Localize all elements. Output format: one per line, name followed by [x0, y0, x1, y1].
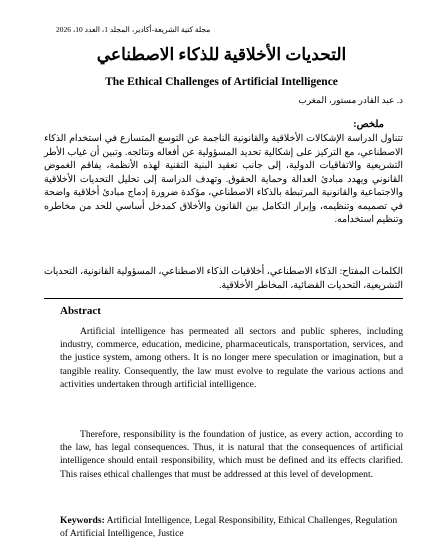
arabic-title: التحديات الأخلاقية للذكاء الاصطناعي [96, 45, 347, 64]
section-divider [44, 298, 403, 299]
author-line: د. عبد القادر مستور، المغرب [298, 95, 403, 105]
arabic-abstract-heading: ملخص: [353, 119, 384, 130]
journal-header: مجلة كتية الشريعة-أكادير، المجلد 1، العدد 10، 2026 [56, 25, 211, 34]
english-title: The Ethical Challenges of Artificial Intelligence [105, 76, 338, 88]
keywords-list: Artificial Intelligence, Legal Responsibility, Ethical Challenges, Regulation of Artificial Intelligence, Justice [60, 515, 398, 540]
english-keywords [60, 514, 403, 540]
arabic-abstract-body: تتناول الدراسة الإشكالات الأخلاقية والقانونية الناجمة عن التوسع المتسارع في استخدام الذكاء الاصطناعي، مع التركيز على إشكالية تحديد المسؤولية عن أفعاله ونتائجه. وتبين أن غياب الأطر التشريعية والاتفاقيات الدولية، إلى جانب تعقيد البنية التقنية لهذه الأنظمة، يفاقم الغموض القانوني ويهدد مبادئ العدالة وحماية الحقوق. وتهدف الدراسة إلى تحليل التحديات الأخلاقية والاجتماعية والقانونية المرتبطة بالذكاء الاصطناعي، مؤكدة ضرورة إدماج مبادئ أخلاقية واضحة في تصميمه وتنظيمه، وإبراز التكامل بين القانون والأخلاق كمدخل أساسي للحد من مخاطره وتنظيم استخدامه. [44, 134, 403, 225]
abstract-paragraph-2: Therefore, responsibility is the foundation of justice, as every action, according to the law, has legal consequences. Thus, it is natural that the consequences of artificial intelligence should entail responsibility, which must be defined and its effects clarified. This raises ethical challenges that must be addressed at this level of development. [60, 429, 403, 480]
abstract-heading: Abstract [60, 305, 101, 317]
keywords-label: Keywords: [60, 515, 105, 526]
arabic-keywords: الكلمات المفتاح: الذكاء الاصطناعي، أخلاقيات الذكاء الاصطناعي، المسؤولية القانونية، التحديات التشريعية، التحديات القضائية، المخاطر الأخلاقية. [44, 267, 403, 291]
abstract-paragraph-1: Artificial intelligence has permeated all sectors and public spheres, including industry, commerce, education, medicine, pharmaceuticals, transportation, services, and the justice system, among others. It is no longer mere speculation or imagination, but a tangible reality. Consequently, the law must evolve to regulate the various actions and activities undertaken through artificial intelligence. [60, 326, 403, 390]
